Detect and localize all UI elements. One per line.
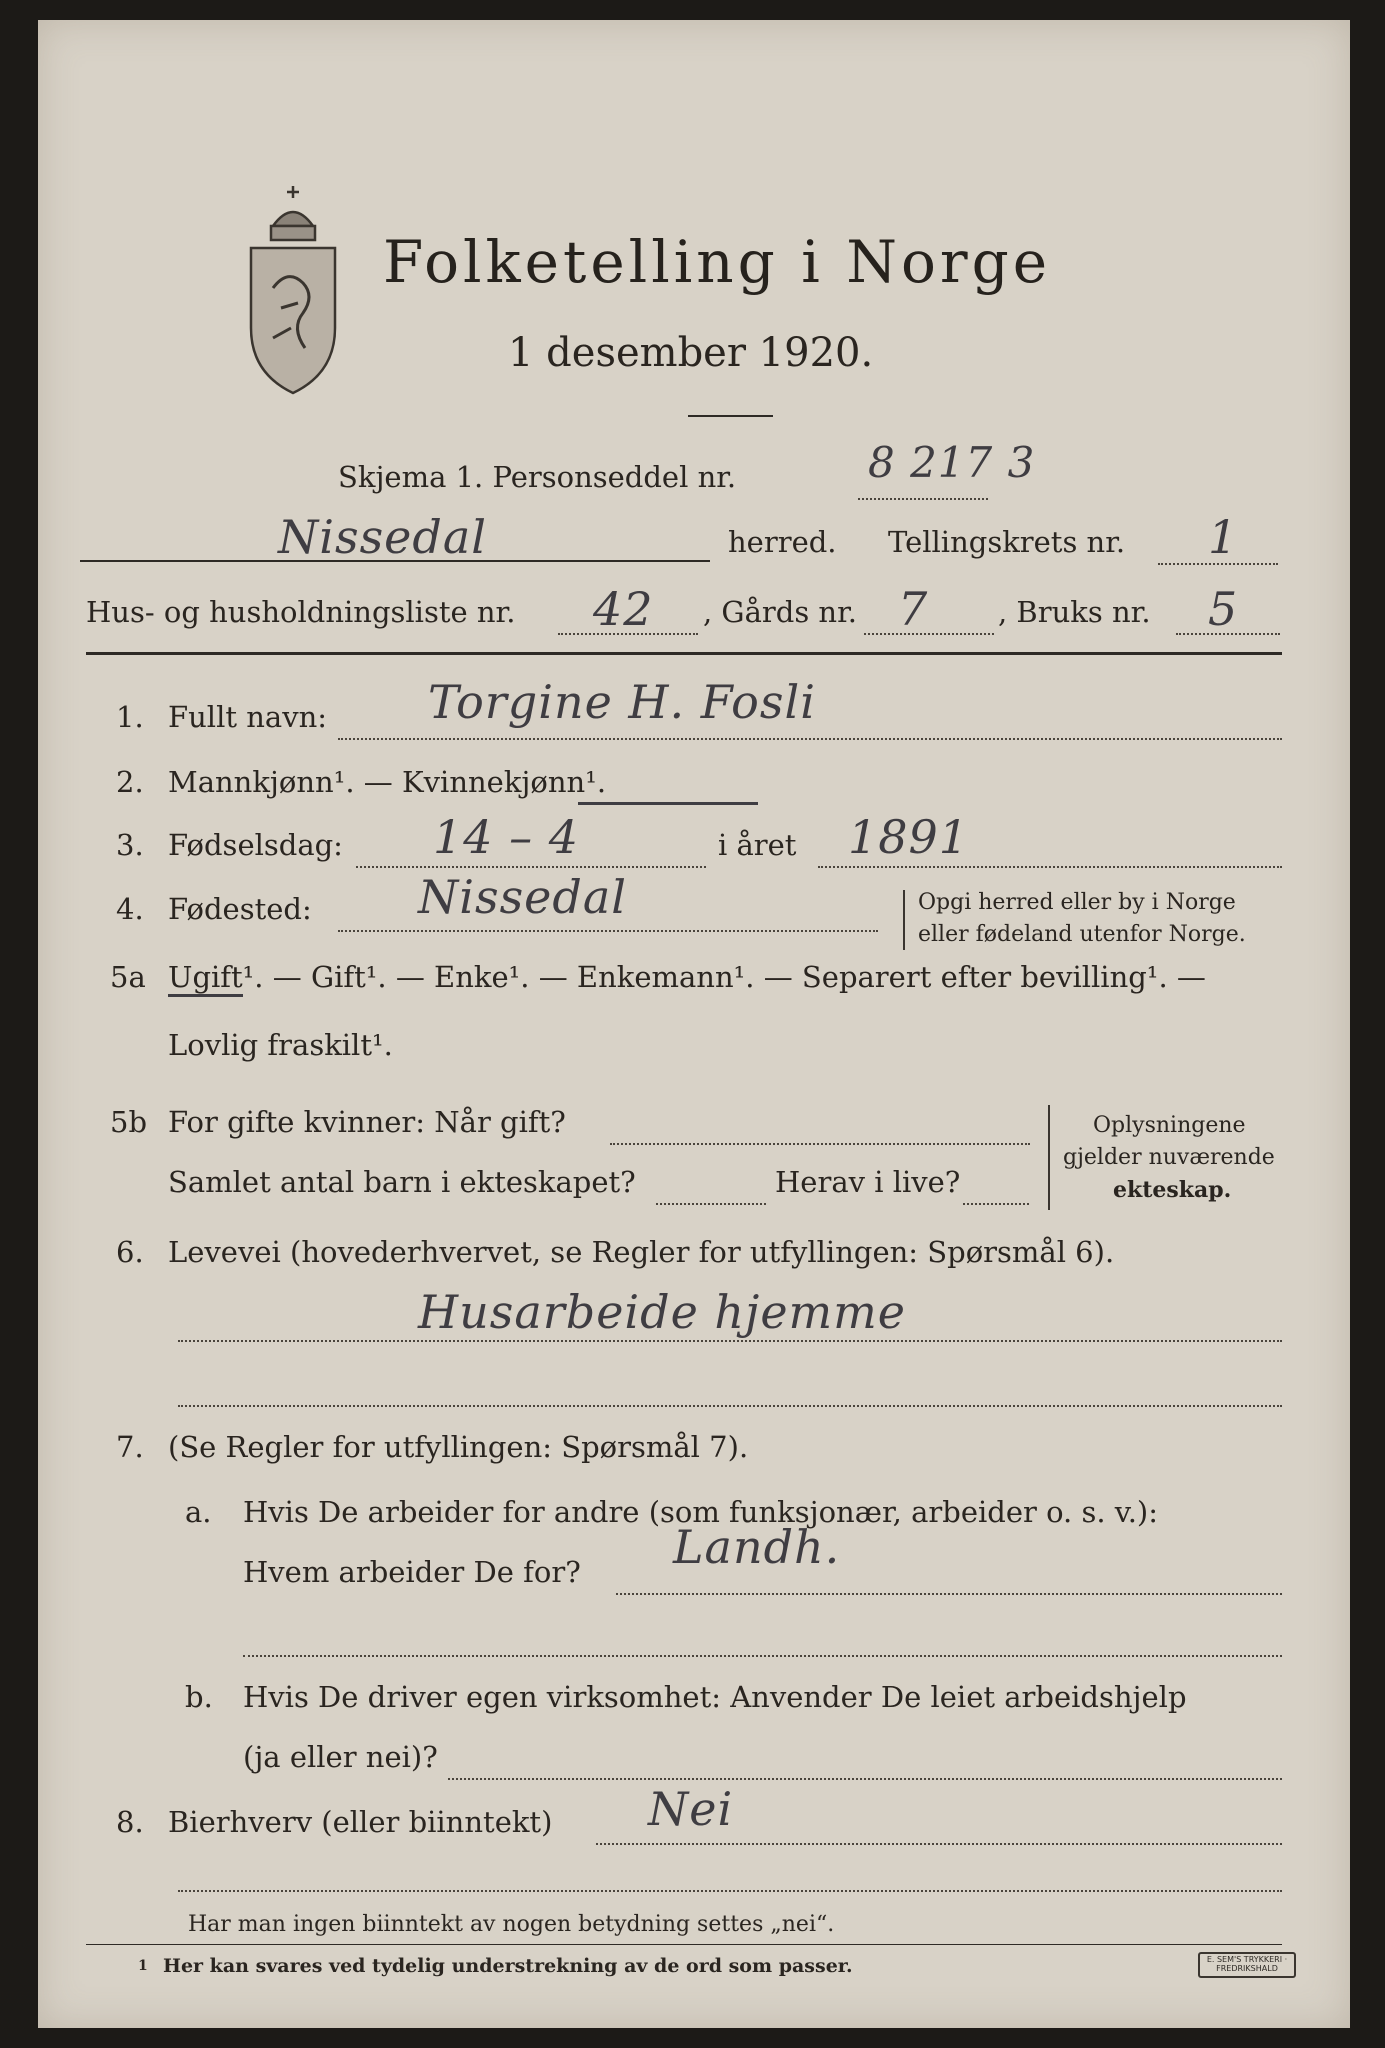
employer-value[interactable]: Landh. [673,1520,841,1574]
q5a-number: 5a [110,960,146,994]
q7-number: 7. [116,1430,144,1464]
q7-label: (Se Regler for utfyllingen: Spørsmål 7). [168,1430,749,1464]
q4-note-line2: eller fødeland utenfor Norge. [918,922,1246,947]
q5b-alive-line [963,1203,1029,1205]
q8-line [596,1843,1282,1845]
q7b-line2: (ja eller nei)? [243,1740,438,1774]
q4-line [338,930,878,932]
footnote-divider [86,1944,1282,1945]
kvinnekjonn-underline [578,802,758,805]
q5b-number: 5b [110,1105,148,1139]
schema-label: Skjema 1. Personseddel nr. [338,460,737,494]
q3-line [356,866,706,868]
q1-line [338,738,1282,740]
printer-stamp [1198,1952,1296,1978]
q7b-label: Hvis De driver egen virksomhet: Anvender De leiet arbeidshjelp [243,1680,1187,1714]
hus-value[interactable]: 42 [593,582,654,636]
full-name-value[interactable]: Torgine H. Fosli [428,675,816,729]
birth-year-value[interactable]: 1891 [848,810,970,864]
hus-label: Hus- og husholdningsliste nr. [86,595,516,629]
footnote-mark: 1 [138,1958,148,1974]
q2-number: 2. [116,765,144,799]
bruks-value[interactable]: 5 [1208,582,1239,636]
form-title: Folketelling i Norge [383,228,1052,296]
gards-value[interactable]: 7 [898,582,929,636]
q7b-letter: b. [185,1680,213,1714]
q4-brace [903,890,905,950]
q7a-label: Hvis De arbeider for andre (som funksjonær, arbeider o. s. v.): [243,1495,1159,1529]
q8-extra-line [178,1890,1282,1892]
q5b-children-label: Samlet antal barn i ekteskapet? [168,1165,636,1199]
gards-line [864,633,994,635]
q5b-brace [1048,1105,1050,1210]
personseddel-number: 8 217 3 [868,438,1036,487]
footnote-text: Her kan svares ved tydelig understrekning av de ord som passer. [163,1955,853,1977]
q3-label: Fødselsdag: [168,828,343,862]
q5b-note-line1: Oplysningene [1093,1113,1246,1138]
q5b-married-line [610,1143,1030,1145]
printer-text: E. SEM'S TRYKKERI · FREDRIKSHALD [1206,1955,1288,1973]
q3-year-label: i året [718,828,797,862]
q4-note-line1: Opgi herred eller by i Norge [918,890,1236,915]
q7a-extra-line [243,1655,1282,1657]
ugift-option[interactable]: Ugift [168,960,243,997]
footer-note: Har man ingen biinntekt av nogen betydning settes „nei“. [188,1912,835,1937]
q7a-letter: a. [185,1495,212,1529]
q4-label: Fødested: [168,892,312,926]
q6-number: 6. [116,1235,144,1269]
personseddel-line [858,498,988,500]
herred-label: herred. [728,525,837,559]
q3-year-line [818,866,1282,868]
q1-number: 1. [116,700,144,734]
q8-number: 8. [116,1805,144,1839]
q7b-answer-line [448,1778,1282,1780]
gender-options[interactable]: Mannkjønn¹. — Kvinnekjønn¹. [168,765,607,799]
bruks-label: , Bruks nr. [998,595,1151,629]
census-form [38,20,1350,2028]
q5b-label: For gifte kvinner: Når gift? [168,1105,566,1139]
q5a-line2[interactable]: Lovlig fraskilt¹. [168,1028,393,1062]
side-income-value[interactable]: Nei [648,1782,734,1836]
q5b-note-line2: gjelder nuværende [1063,1145,1275,1170]
q5a-options [168,960,1206,994]
q5b-children-line [656,1203,766,1205]
q3-number: 3. [116,828,144,862]
q1-label: Fullt navn: [168,700,328,734]
herred-value[interactable]: Nissedal [278,510,487,564]
coat-of-arms-icon [243,178,343,398]
q5b-alive-label: Herav i live? [775,1165,961,1199]
occupation-value[interactable]: Husarbeide hjemme [418,1285,907,1339]
gards-label: , Gårds nr. [703,595,857,629]
q7a-line2: Hvem arbeider De for? [243,1555,581,1589]
q6-line2 [178,1405,1282,1407]
q6-line1 [178,1340,1282,1342]
q8-label: Bierhverv (eller biinntekt) [168,1805,553,1839]
birthplace-value[interactable]: Nissedal [418,870,627,924]
birthdate-value[interactable]: 14 – 4 [433,810,580,864]
header-divider [86,652,1282,655]
q6-label: Levevei (hovederhvervet, se Regler for utfyllingen: Spørsmål 6). [168,1235,1115,1269]
census-date: 1 desember 1920. [508,330,874,376]
q7a-employer-line [616,1593,1282,1595]
q4-number: 4. [116,892,144,926]
tellingskrets-value[interactable]: 1 [1208,510,1239,564]
q5b-note-line3: ekteskap. [1113,1177,1232,1203]
tellingskrets-label: Tellingskrets nr. [888,525,1126,559]
marital-status-options[interactable]: ¹. — Gift¹. — Enke¹. — Enkemann¹. — Separert efter bevilling¹. — [242,960,1206,994]
title-divider [688,415,773,417]
